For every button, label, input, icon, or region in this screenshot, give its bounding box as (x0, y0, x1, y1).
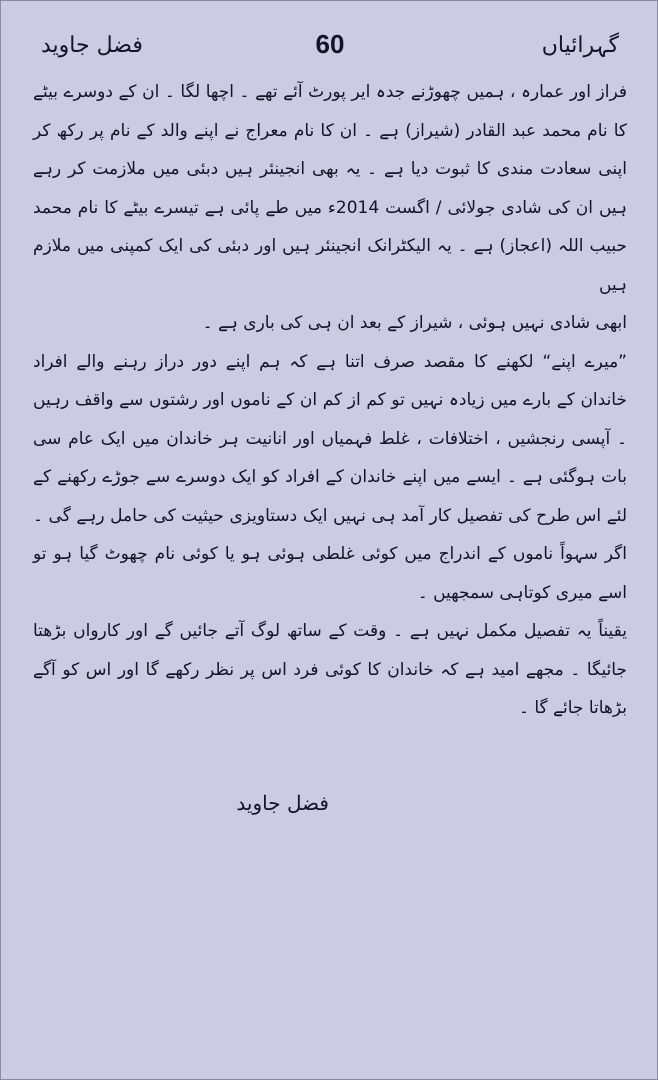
running-head-author: فضل جاوید (41, 33, 143, 58)
running-head-book-title: گہرائیاں (541, 33, 619, 58)
running-head (1, 29, 658, 69)
paragraph-family-sons: فراز اور عمارہ ، ہمیں چھوڑنے جدہ ایر پورٹ آئے تھے ۔ اچھا لگا ۔ ان کے دوسرے بیٹے کا نام محمد عبد القادر (شیراز) ہے ۔ ان کا نام معراج نے اپنے والد کے نام پر رکھ کر اپنی سعادت مندی کا ثبوت دیا ہے ۔ یہ بھی انجینئر ہیں دبئی میں ملازمت کر رہے ہیں ان کی شادی جولائی / اگست 2014ء میں طے پائی ہے تیسرے بیٹے کا نام محمد حبیب اللہ (اعجاز) ہے ۔ یہ الیکٹرانک انجینئر ہیں اور دبئی کی ایک کمپنی میں ملازم ہیں (33, 82, 628, 295)
page-body (33, 73, 627, 728)
author-signature: فضل جاوید (236, 791, 329, 815)
paragraph-marriage-note: ابھی شادی نہیں ہوئی ، شیراز کے بعد ان ہی کی باری ہے ۔ (202, 313, 627, 333)
page-number: 60 (315, 29, 345, 59)
paragraph-closing: یقیناً یہ تفصیل مکمل نہیں ہے ۔ وقت کے ساتھ لوگ آتے جائیں گے اور کارواں بڑھتا جائیگا ۔ مجھے امید ہے کہ خاندان کا کوئی فرد اس پر نظر رکھے گا اور اس کو آگے بڑھاتا جائے گا ۔ (33, 621, 627, 718)
paragraph-purpose: ”میرے اپنے“ لکھنے کا مقصد صرف اتنا ہے کہ ہم اپنے دور دراز رہنے والے افراد خاندان کے بارے میں زیادہ نہیں تو کم از کم ان کے ناموں اور رشتوں سے واقف رہیں ۔ آپسی رنجشیں ، اختلافات ، غلط فہمیاں اور انانیت ہر خاندان میں ایک عام سی بات ہوگئی ہے ۔ ایسے میں اپنے خاندان کے افراد کو ایک دوسرے سے جوڑے رکھنے کے لئے اس طرح کی تفصیل کار آمد ہی نہیں ایک دستاویزی حیثیت کی حامل رہے گی ۔ اگر سہواً ناموں کے اندراج میں کوئی غلطی ہوئی ہو یا کوئی نام چھوٹ گیا ہو تو اسے میری کوتاہی سمجھیں ۔ (33, 351, 627, 603)
